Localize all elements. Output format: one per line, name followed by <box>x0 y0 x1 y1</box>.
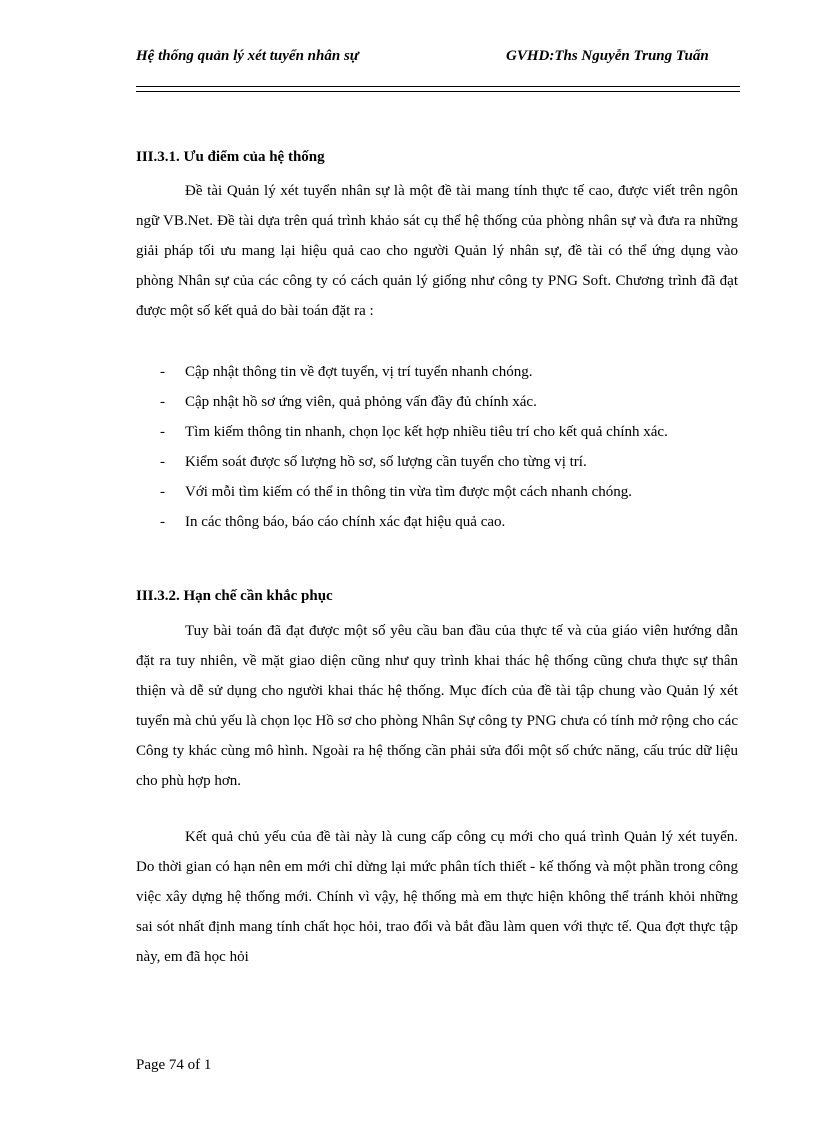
list-item-text: Cập nhật thông tin về đợt tuyển, vị trí tuyển nhanh chóng. <box>185 364 533 380</box>
bullet-dash: - <box>160 364 165 380</box>
bullet-dash: - <box>160 514 165 530</box>
header-document-title: Hệ thống quản lý xét tuyển nhân sự <box>136 48 359 64</box>
limitations-paragraph-2: Kết quả chủ yếu của đề tài này là cung cấp công cụ mới cho quá trình Quản lý xét tuyển. Do thời gian có hạn nên em mới chỉ dừng lại mức phân tích thiết - kế thống và một phần trong công việc xây dựng hệ thống mới. Chính vì vậy, hệ thống mà em thực hiện không thể tránh khỏi những sai sót nhất định mang tính chất học hỏi, trao đổi và bắt đầu làm quen với thực tế. Qua đợt thực tập này, em đã học hỏi <box>136 829 738 965</box>
list-item <box>136 387 738 417</box>
bullet-dash: - <box>160 484 165 500</box>
list-item-text: In các thông báo, báo cáo chính xác đạt hiệu quả cao. <box>185 514 506 530</box>
list-item <box>136 477 738 507</box>
list-item-text: Với mỗi tìm kiếm có thể in thông tin vừa tìm được một cách nhanh chóng. <box>185 484 633 500</box>
list-item <box>136 357 738 387</box>
header-supervisor: GVHD:Ths Nguyễn Trung Tuấn <box>506 48 709 64</box>
page-header <box>136 48 740 70</box>
list-item-text: Tìm kiếm thông tin nhanh, chọn lọc kết hợp nhiều tiêu trí cho kết quả chính xác. <box>185 424 668 440</box>
list-item <box>136 507 738 537</box>
advantages-list <box>136 357 738 537</box>
bullet-dash: - <box>160 454 165 470</box>
page-number: Page 74 of 1 <box>136 1057 212 1073</box>
header-rule-bottom <box>136 91 740 92</box>
section-heading-advantages: III.3.1. Ưu điểm của hệ thống <box>136 149 325 165</box>
list-item-text: Kiểm soát được số lượng hồ sơ, số lượng cần tuyển cho từng vị trí. <box>185 454 587 470</box>
list-item <box>136 417 738 447</box>
bullet-dash: - <box>160 394 165 410</box>
limitations-paragraph-1: Tuy bài toán đã đạt được một số yêu cầu ban đầu của thực tế và của giáo viên hướng dẫn đặt ra tuy nhiên, về mặt giao diện cũng như quy trình khai thác hệ thống cũng chưa thực sự thân thiện và dễ sử dụng cho người khai thác hệ thống. Mục đích của đề tài tập chung vào Quản lý xét tuyển mà chủ yếu là chọn lọc Hồ sơ cho phòng Nhân Sự công ty PNG chưa có tính mở rộng cho các Công ty khác cùng mô hình. Ngoài ra hệ thống cần phải sửa đổi một số chức năng, cấu trúc dữ liệu cho phù hợp hơn. <box>136 623 738 789</box>
list-item <box>136 447 738 477</box>
advantages-paragraph: Đề tài Quản lý xét tuyển nhân sự là một đề tài mang tính thực tế cao, được viết trên ngôn ngữ VB.Net. Đề tài dựa trên quá trình khảo sát cụ thể hệ thống của phòng nhân sự và đưa ra những giải pháp tối ưu mang lại hiệu quả cao cho người Quản lý nhân sự, đề tài có thể ứng dụng vào phòng Nhân sự của các công ty có cách quản lý giống như công ty PNG Soft. Chương trình đã đạt được một số kết quả do bài toán đặt ra : <box>136 183 738 319</box>
section-heading-limitations: III.3.2. Hạn chế cần khắc phục <box>136 588 333 604</box>
bullet-dash: - <box>160 424 165 440</box>
header-rule-top <box>136 86 740 87</box>
list-item-text: Cập nhật hồ sơ ứng viên, quả phỏng vấn đầy đủ chính xác. <box>185 394 537 410</box>
